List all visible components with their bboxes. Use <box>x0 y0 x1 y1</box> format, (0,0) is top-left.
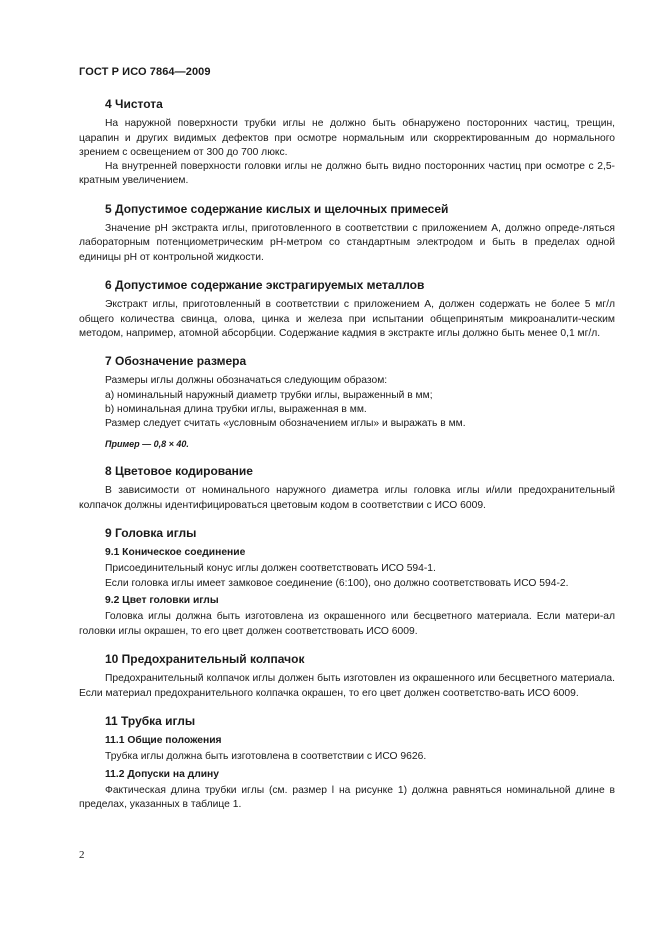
subsection-11-2-title: 11.2 Допуски на длину <box>105 768 220 780</box>
document-body <box>79 97 615 813</box>
page-number: 2 <box>79 849 85 861</box>
section-11-paragraph-2: Фактическая длина трубки иглы (см. размер l на рисунке 1) должна равняться номинальной длине в пределах, указанных в таблице 1. <box>79 784 615 811</box>
section-7-list-item-b: b) номинальная длина трубки иглы, выраженная в мм. <box>105 404 367 416</box>
section-7-example: Пример — 0,8 × 40. <box>105 438 189 449</box>
section-9-title: 9 Головка иглы <box>105 525 197 540</box>
section-11-paragraph-1: Трубка иглы должна быть изготовлена в соответствии с ИСО 9626. <box>105 751 427 763</box>
section-5-paragraph-1: Значение pH экстракта иглы, приготовленного в соответствии с приложением А, должно опреде-ляться лабораторным потенциометрическим pH-метром со стандартным электродом и быть в пределах одной единицы pH от контрольной жидкости. <box>79 223 615 263</box>
subsection-9-1-title: 9.1 Коническое соединение <box>105 547 246 559</box>
section-7-title: 7 Обозначение размера <box>105 354 247 369</box>
section-9-paragraph-2: Если головка иглы имеет замковое соединение (6:100), оно должно соответствовать ИСО 594-2. <box>105 577 569 589</box>
section-11-title: 11 Трубка иглы <box>105 713 196 728</box>
section-8-paragraph-1: В зависимости от номинального наружного диаметра иглы головка иглы и/или предохранительный колпачок должны идентифицироваться цветовым кодом в соответствии с ИСО 6009. <box>79 485 615 511</box>
section-4-title: 4 Чистота <box>105 97 163 111</box>
section-8-title: 8 Цветовое кодирование <box>105 463 253 478</box>
section-10-paragraph-1: Предохранительный колпачок иглы должен быть изготовлен из окрашенного или бесцветного материала. Если материал предохранительного колпачка окрашен, то его цвет должен соответство-вать ИСО 6009. <box>79 673 615 699</box>
section-7-paragraph-1: Размеры иглы должны обозначаться следующим образом: <box>105 375 388 387</box>
section-6-title: 6 Допустимое содержание экстрагируемых металлов <box>105 277 425 292</box>
section-9-paragraph-3: Головка иглы должна быть изготовлена из окрашенного или бесцветного материала. Если матери-ал головки иглы окрашен, то его цвет должен соответствовать ИСО 6009. <box>79 611 615 637</box>
document-header: ГОСТ Р ИСО 7864—2009 <box>79 66 211 78</box>
subsection-11-1-title: 11.1 Общие положения <box>105 735 222 747</box>
section-6-paragraph-1: Экстракт иглы, приготовленный в соответствии с приложением А, должен содержать не более 5 мг/л общего количества свинца, олова, цинка и железа при испытании общепринятым микроаналити-ческим методом, например, атомной абсорбции. Содержание кадмия в экстракте иглы должно быть менее 0,1 мг/л. <box>79 299 615 339</box>
section-7-paragraph-2: Размер следует считать «условным обозначением иглы» и выражать в мм. <box>105 418 466 430</box>
section-9-paragraph-1: Присоединительный конус иглы должен соответствовать ИСО 594-1. <box>105 563 436 575</box>
section-10-title: 10 Предохранительный колпачок <box>105 651 305 666</box>
section-7-list-item-a: а) номинальный наружный диаметр трубки иглы, выраженный в мм; <box>105 389 433 401</box>
section-4-paragraph-1: На наружной поверхности трубки иглы не должно быть обнаружено посторонних частиц, трещин, царапин и других видимых дефектов при осмотре нормальным или скорректированным до нормального зрением с освещением от 300 до 700 люкс. <box>79 118 615 158</box>
section-5-title: 5 Допустимое содержание кислых и щелочных примесей <box>105 201 449 216</box>
subsection-9-2-title: 9.2 Цвет головки иглы <box>105 595 219 607</box>
section-4-paragraph-2: На внутренней поверхности головки иглы не должно быть видно посторонних частиц при осмотре с 2,5-кратным увеличением. <box>79 161 615 187</box>
